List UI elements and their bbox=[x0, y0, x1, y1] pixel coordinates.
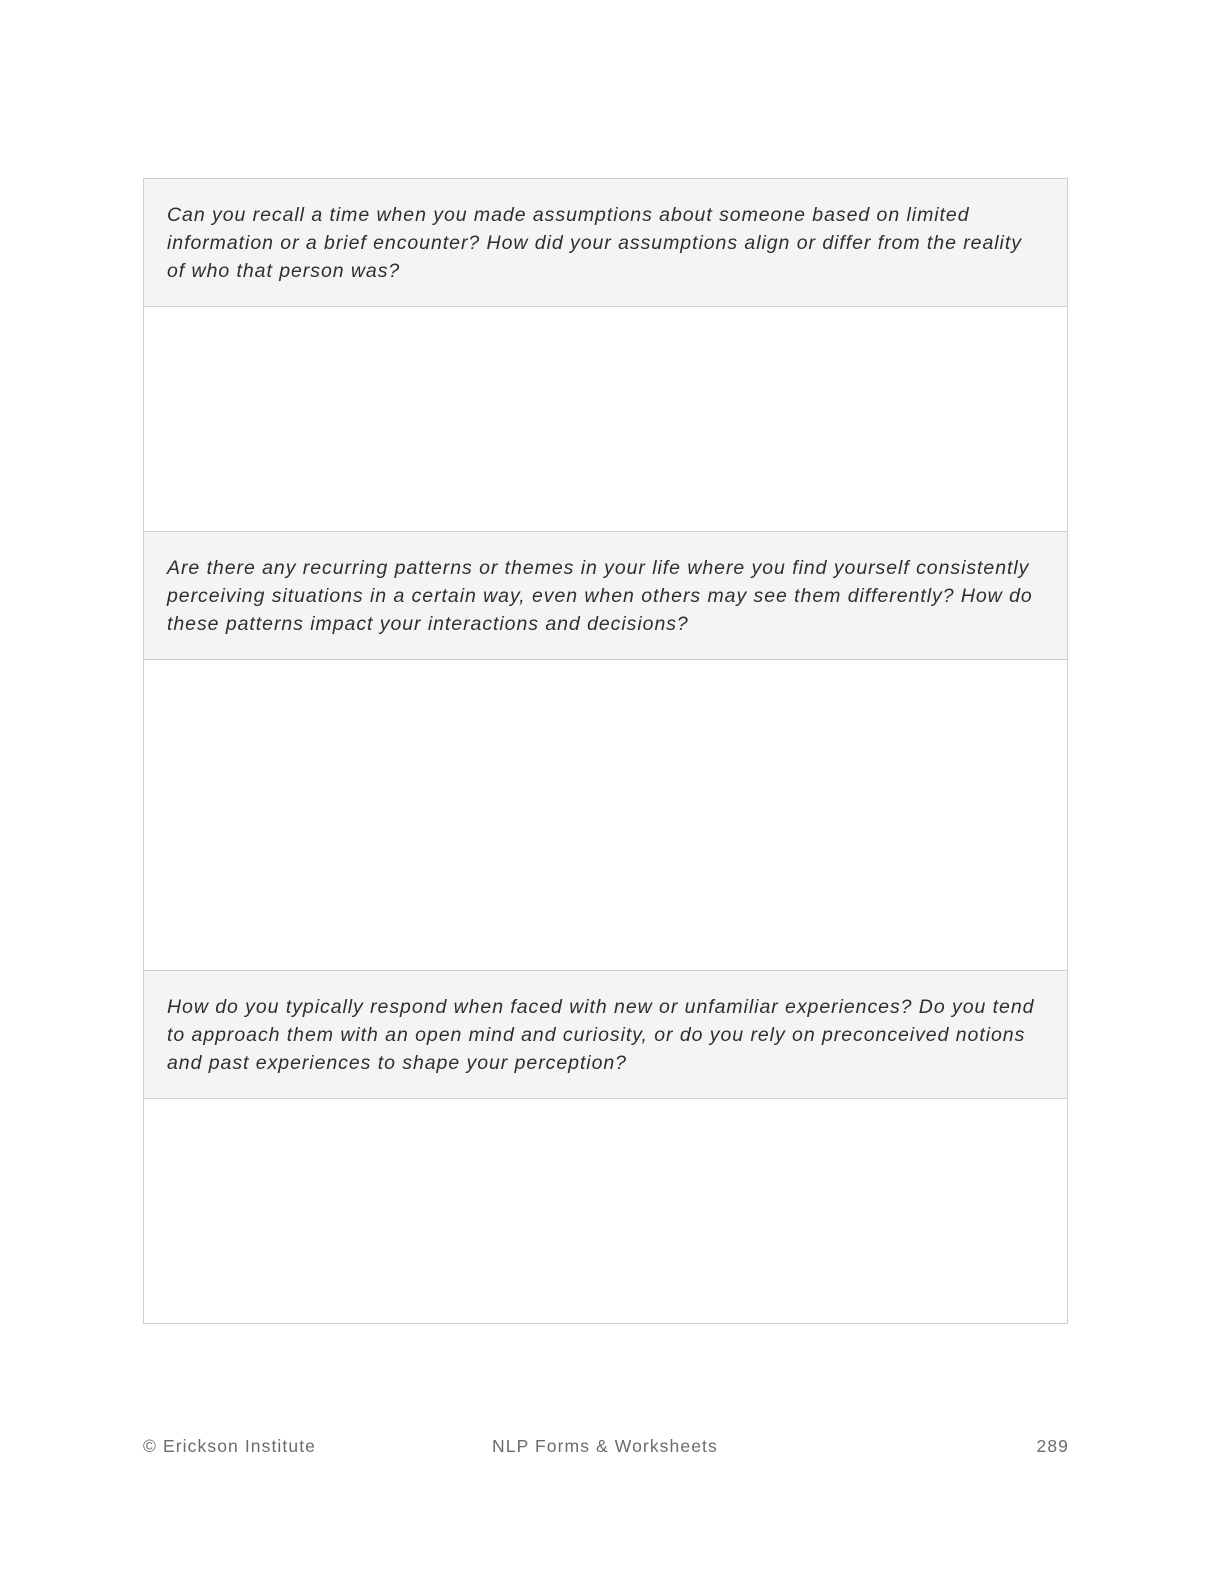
answer-box-2[interactable] bbox=[144, 660, 1067, 971]
answer-box-1[interactable] bbox=[144, 307, 1067, 532]
question-text-3: How do you typically respond when faced with new or unfamiliar experiences? Do you tend to approach them with an open mind and curiosity, or do you rely on preconceived notions and past experiences to shape your perception? bbox=[167, 996, 1035, 1074]
question-cell-2 bbox=[144, 532, 1067, 660]
question-text-1: Can you recall a time when you made assumptions about someone based on limited information or a brief encounter? How did your assumptions align or differ from the reality of who that person was? bbox=[167, 204, 1022, 282]
answer-box-3[interactable] bbox=[144, 1099, 1067, 1323]
question-cell-3 bbox=[144, 971, 1067, 1099]
page-footer bbox=[143, 1436, 1069, 1460]
worksheet-table bbox=[143, 178, 1068, 1324]
footer-copyright: © Erickson Institute bbox=[143, 1436, 317, 1456]
question-cell-1 bbox=[144, 179, 1067, 307]
footer-title: NLP Forms & Worksheets bbox=[492, 1436, 718, 1456]
footer-page-number: 289 bbox=[1036, 1436, 1069, 1456]
question-text-2: Are there any recurring patterns or themes in your life where you find yourself consistently perceiving situations in a certain way, even when others may see them differently? How do these patterns impact your interactions and decisions? bbox=[167, 557, 1033, 635]
